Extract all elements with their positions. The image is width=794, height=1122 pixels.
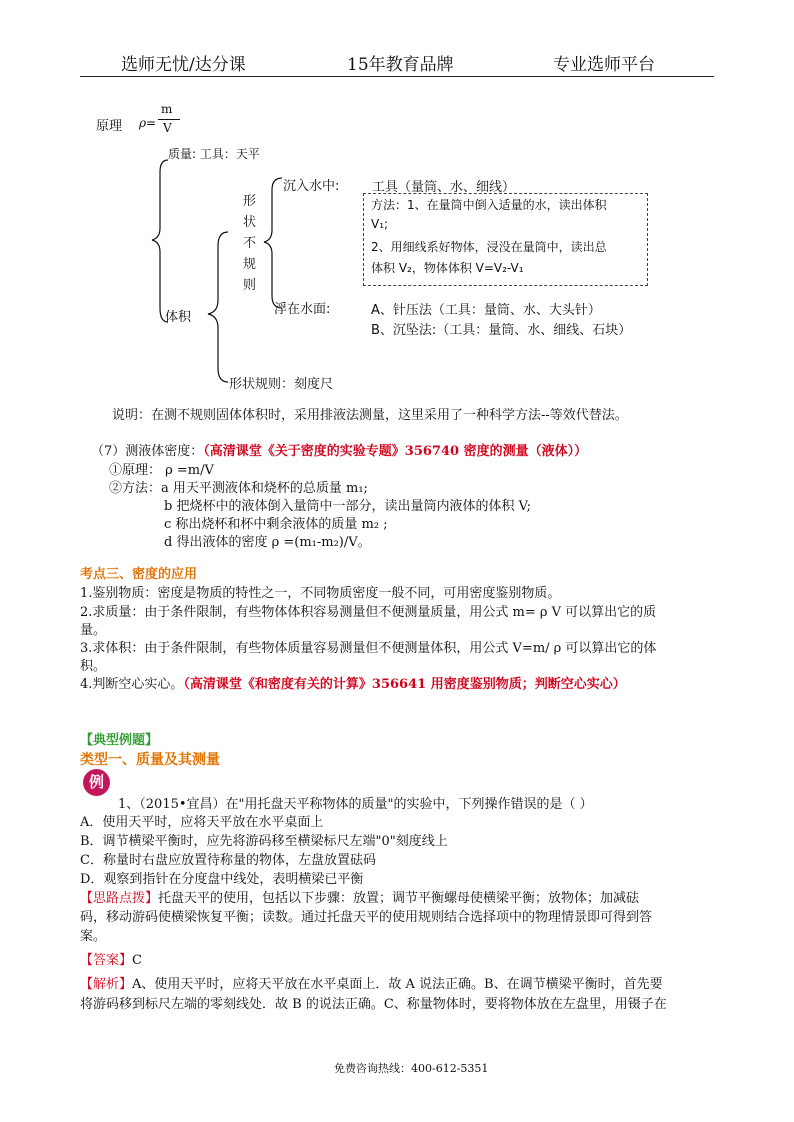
type1-title: 类型一、质量及其测量	[80, 752, 220, 768]
option-c: C．称量时右盘应放置待称量的物体，左盘放置砝码	[80, 853, 376, 868]
regular-shape-label: 形状规则：刻度尺	[229, 377, 334, 392]
examples-heading: 【典型例题】	[80, 733, 159, 748]
analysis-text-1: A、使用天平时，应将天平放在水平桌面上．故 A 说法正确。B、在调节横梁平衡时，首先要	[132, 977, 663, 992]
principle-label: 原理	[96, 119, 123, 134]
volume-label: 体积	[165, 310, 192, 325]
sink-tool: 工具（量筒、水、细线）	[372, 180, 516, 195]
irregular-char-5: 则	[243, 278, 257, 293]
section3-item4-link[interactable]: （高清课堂《和密度有关的计算》356641 用密度鉴别物质；判断空心实心）	[183, 677, 626, 692]
answer-tag: 【答案】	[80, 953, 133, 968]
fraction-denominator: V	[163, 121, 172, 135]
irregular-char-4: 规	[243, 257, 257, 272]
diagram-note: 说明：在测不规则固体体积时，采用排液法测量，这里采用了一种科学方法--等效代替法。	[112, 408, 628, 423]
answer-value: C	[132, 953, 142, 968]
liquid-title-prefix: （7）测液体密度：	[91, 444, 204, 459]
box-line-1: 方法：1、在量筒中倒入适量的水，读出体积	[371, 198, 607, 212]
hint-line-1	[80, 887, 639, 906]
example-question: 1、（2015•宜昌）在"用托盘天平称物体的质量"的实验中，下列操作错误的是（ ）	[118, 797, 593, 812]
box-line-3: 2、用细线系好物体，浸没在量筒中，读出总	[371, 240, 607, 254]
liquid-method-a: ②方法：a 用天平测液体和烧杯的总质量 m₁;	[109, 481, 368, 496]
section3-item2-line2: 量。	[80, 623, 107, 638]
rho-equals: ρ=	[139, 116, 157, 130]
hint-tag: 【思路点拨】	[80, 891, 159, 906]
option-d: D．观察到指针在分度盘中线处，表明横梁已平衡	[80, 872, 364, 887]
option-b: B．调节横梁平衡时，应先将游码移至横梁标尺左端"0"刻度线上	[80, 834, 448, 849]
liquid-method-d: d 得出液体的密度 ρ =(m₁-m₂)/V。	[164, 535, 371, 550]
section3-item3-line1: 3.求体积：由于条件限制，有些物体质量容易测量但不便测量体积，用公式 V=m/ ρ 可以算出它的体	[80, 641, 657, 656]
section3-item2-line1: 2.求质量：由于条件限制，有些物体体积容易测量但不便测量质量，用公式 m= ρ V 可以算出它的质	[80, 605, 657, 620]
float-method-b: B、沉坠法:（工具：量筒、水、细线、石块）	[371, 323, 632, 338]
footer-hotline: 免费咨询热线：400-612-5351	[334, 1062, 489, 1075]
hint-line-3: 案。	[80, 929, 107, 944]
irregular-char-1: 形	[243, 194, 257, 209]
fraction-numerator: m	[161, 102, 173, 116]
section3-title: 考点三、密度的应用	[80, 567, 198, 582]
analysis-line-2: 将游码移到标尺左端的零刻线处．故 B 的说法正确。C、称量物体时，要将物体放在左盘里，用镊子在	[80, 997, 667, 1012]
header-center: 15年教育品牌	[347, 55, 454, 75]
example-badge: 例	[83, 769, 110, 796]
header-left: 选师无忧/达分课	[121, 55, 246, 75]
liquid-title	[91, 440, 587, 459]
header-right: 专业选师平台	[553, 55, 655, 75]
liquid-course-link[interactable]: （高清课堂《关于密度的实验专题》356740 密度的测量（液体））	[203, 444, 588, 459]
answer-line	[80, 949, 142, 968]
float-method-a: A、针压法（工具：量筒、水、大头针）	[371, 303, 601, 318]
section3-item4-prefix: 4.判断空心实心。	[80, 677, 184, 692]
hint-text-1: 托盘天平的使用，包括以下步骤：放置；调节平衡螺母使横梁平衡；放物体；加减砝	[158, 891, 640, 906]
float-label: 浮在水面:	[274, 302, 331, 317]
section3-item4	[80, 673, 626, 692]
mass-line: 质量: 工具：天平	[168, 147, 260, 161]
hint-line-2: 码，移动游码使横梁恢复平衡；读数。通过托盘天平的使用规则结合选择项中的物理情景即可得到答	[80, 910, 653, 925]
section3-item3-line2: 积。	[80, 659, 107, 674]
section3-item1: 1.鉴别物质：密度是物质的特性之一，不同物质密度一般不同，可用密度鉴别物质。	[80, 586, 561, 601]
analysis-line-1	[80, 973, 663, 992]
liquid-method-c: c 称出烧杯和杯中剩余液体的质量 m₂ ;	[164, 517, 388, 532]
irregular-char-3: 不	[243, 236, 257, 251]
irregular-char-2: 状	[243, 215, 257, 230]
liquid-principle: ①原理： ρ =m/V	[109, 463, 214, 478]
box-line-2: V₁;	[371, 217, 389, 231]
option-a: A．使用天平时，应将天平放在水平桌面上	[80, 815, 324, 830]
sink-label: 沉入水中:	[283, 179, 340, 194]
analysis-tag: 【解析】	[80, 977, 133, 992]
box-line-4: 体积 V₂，物体体积 V=V₂-V₁	[371, 261, 524, 275]
liquid-method-b: b 把烧杯中的液体倒入量筒中一部分，读出量筒内液体的体积 V;	[164, 499, 532, 514]
